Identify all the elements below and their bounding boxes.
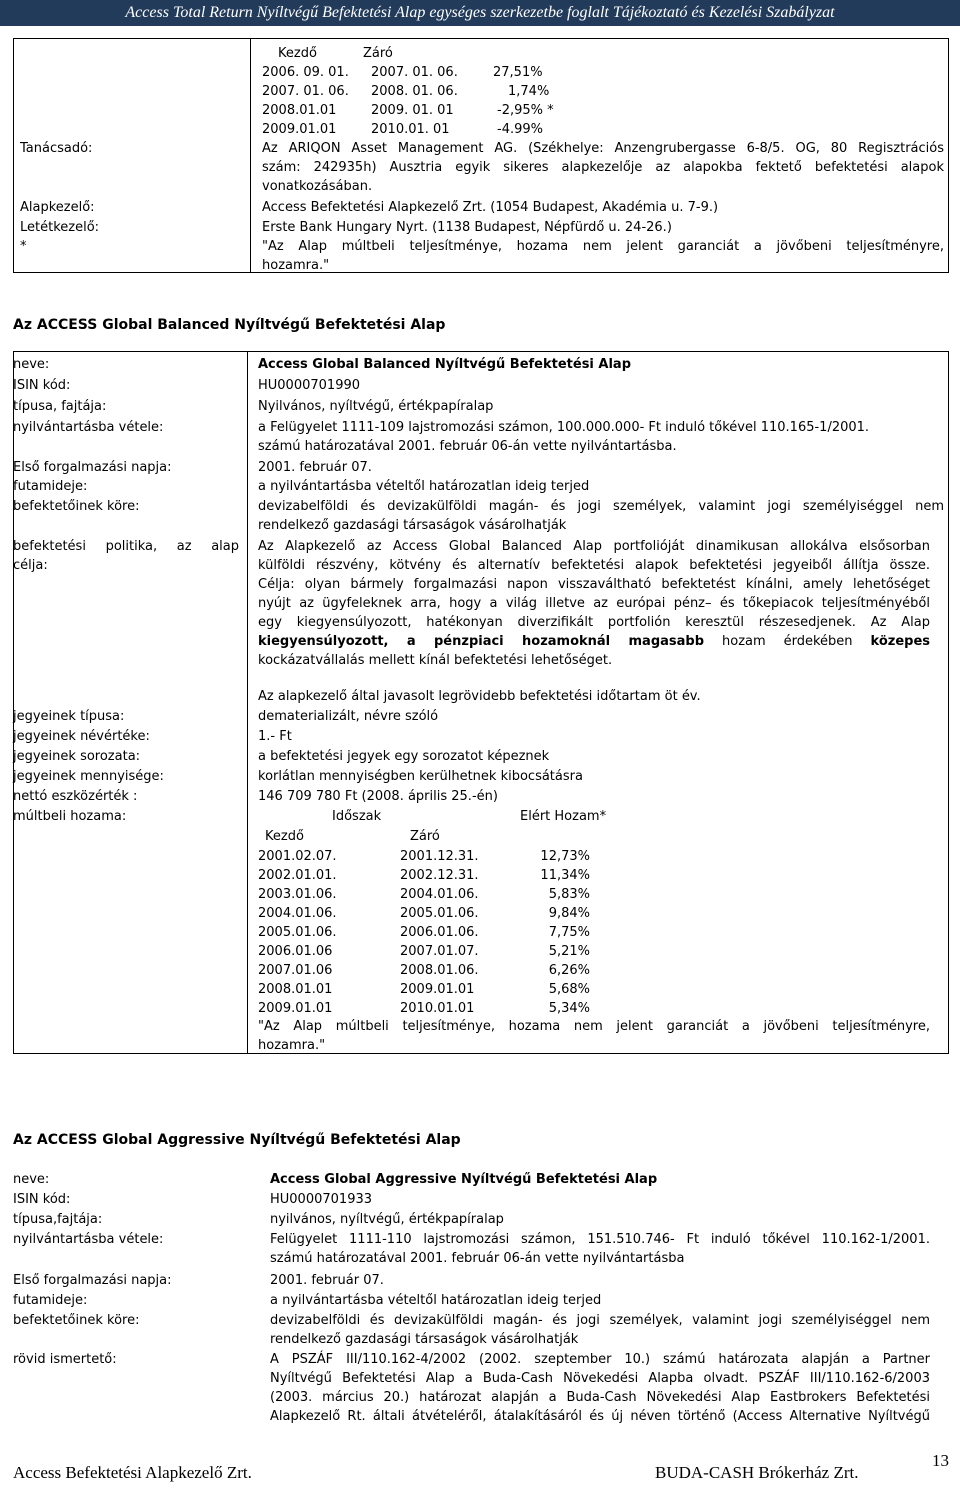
past-end: 2006.01.06. — [400, 925, 479, 940]
advisor-text: Az ARIQON Asset Management AG. (Székhelye: Anzengrubergasse 6-8/5. OG, 80 Regisztrációs szám: 242935h) Ausztria egyik sikeres alapkezelője az alapokba fektető befektetési alapok vonatkozásában. — [262, 141, 944, 194]
units-type-value: dematerializált, névre szóló — [258, 709, 439, 724]
past-value: 9,84% — [548, 906, 590, 921]
policy-label: befektetési politika, az alap célja: — [13, 539, 239, 573]
name-label: neve: — [13, 357, 50, 372]
past-head-period: Időszak — [332, 809, 382, 824]
advisor-label: Tanácsadó: — [20, 141, 93, 156]
term-value: a nyilvántartásba vételtől határozatlan ideig terjed — [270, 1293, 602, 1308]
units-type-label: jegyeinek típusa: — [13, 709, 125, 724]
footnote-text: "Az Alap múltbeli teljesítménye, hozama nem jelent garanciát a jövőbeni teljesítményre, hozamra." — [262, 239, 944, 273]
past-value: 5,83% — [548, 887, 590, 902]
registration-value: a Felügyelet 1111-109 lajstromozási számon, 100.000.000- Ft induló tőkével 110.165-1/2001. számú határozatával 2001. február 06-án vette nyilvántartásba. — [258, 420, 870, 454]
nav-value: 146 709 780 Ft (2008. április 25.-én) — [258, 789, 498, 804]
summary-label: rövid ismertető: — [13, 1352, 117, 1367]
name-label: neve: — [13, 1172, 50, 1187]
isin-value: HU0000701990 — [258, 378, 361, 393]
past-end: 2005.01.06. — [400, 906, 479, 921]
return-value: -4.99% — [497, 122, 543, 137]
nominal-value: 1.- Ft — [258, 729, 292, 744]
return-end: 2008. 01. 06. — [371, 84, 458, 99]
balanced-section-title: Az ACCESS Global Balanced Nyíltvégű Befektetési Alap — [13, 317, 446, 333]
summary-text: A PSZÁF III/110.162-4/2002 (2002. szeptember 10.) számú határozata alapján a Partner Nyíltvégű Befektetési Alap a Buda-Cash Növekedési Alapba olvadt. PSZÁF III/110.162-6/2003 (2003. március 20.) határozat alapján a Buda-Cash Növekedési Alap Eastbrokers Befektetési Alapkezelő Rt. általi átvételéről, átalakításáról és új néven történő (Access Alternative Nyíltvégű — [270, 1352, 930, 1424]
balanced-disclaimer: "Az Alap múltbeli teljesítménye, hozama nem jelent garanciát a jövőbeni teljesítményre, hozamra." — [258, 1019, 930, 1053]
custodian-value: Erste Bank Hungary Nyrt. (1138 Budapest, Népfürdő u. 24-26.) — [262, 220, 672, 235]
past-value: 5,68% — [548, 982, 590, 997]
quantity-label: jegyeinek mennyisége: — [13, 769, 164, 784]
return-value: 1,74% — [508, 84, 550, 99]
past-head-yield: Elért Hozam* — [520, 809, 607, 824]
footer-right: BUDA-CASH Brókerház Zrt. — [655, 1463, 859, 1482]
past-value: 12,73% — [540, 849, 590, 864]
return-end: 2009. 01. 01 — [371, 103, 454, 118]
nav-label: nettó eszközérték : — [13, 789, 138, 804]
past-end: 2008.01.06. — [400, 963, 479, 978]
registration-value: Felügyelet 1111-110 lajstromozási számon, 151.510.746- Ft induló tőkével 110.162-1/2001. számú határozatával 2001. február 06-án vette nyilvántartásba — [270, 1232, 930, 1266]
return-end: 2010.01. 01 — [371, 122, 450, 137]
investors-label: befektetőinek köre: — [13, 1313, 140, 1328]
investors-value: devizabelföldi és devizakülföldi magán- és jogi személyek, valamint jogi személyiséggel nem rendelkező gazdasági társaságok vásárolhatják — [258, 499, 944, 533]
footnote-marker: * — [20, 239, 27, 254]
type-value: nyilvános, nyíltvégű, értékpapíralap — [270, 1212, 504, 1227]
returns-head-start: Kezdő — [278, 46, 317, 61]
policy-emphasis-line: kiegyensúlyozott, a pénzpiaci hozamoknál magasabb hozam érdekében közepes — [258, 634, 931, 649]
page-number: 13 — [932, 1451, 949, 1470]
isin-label: ISIN kód: — [13, 1192, 71, 1207]
return-start: 2009.01.01 — [262, 122, 337, 137]
aggressive-section-title: Az ACCESS Global Aggressive Nyíltvégű Befektetési Alap — [13, 1132, 461, 1148]
past-start: 2005.01.06. — [258, 925, 337, 940]
fund-manager-label: Alapkezelő: — [20, 200, 95, 215]
document-header: Access Total Return Nyíltvégű Befektetési Alap egységes szerkezetbe foglalt Tájékoztató és Kezelési Szabályzat — [0, 0, 960, 26]
balanced-table-divider — [247, 351, 248, 1054]
past-value: 6,26% — [548, 963, 590, 978]
past-start: 2002.01.01. — [258, 868, 337, 883]
past-end: 2009.01.01 — [400, 982, 475, 997]
horizon-text: Az alapkezelő által javasolt legrövidebb befektetési időtartam öt év. — [258, 689, 701, 704]
term-label: futamideje: — [13, 1293, 88, 1308]
past-start: 2009.01.01 — [258, 1001, 333, 1016]
past-start: 2004.01.06. — [258, 906, 337, 921]
nominal-label: jegyeinek névértéke: — [13, 729, 150, 744]
first-trade-value: 2001. február 07. — [258, 460, 372, 475]
returns-head-end: Záró — [363, 46, 393, 61]
custodian-label: Letétkezelő: — [20, 220, 100, 235]
top-table-divider — [250, 38, 251, 273]
fund-name: Access Global Balanced Nyíltvégű Befektetési Alap — [258, 357, 632, 372]
type-label: típusa, fajtája: — [13, 399, 107, 414]
past-value: 7,75% — [548, 925, 590, 940]
registration-label: nyilvántartásba vétele: — [13, 1232, 164, 1247]
past-head-start: Kezdő — [265, 829, 304, 844]
registration-label: nyilvántartásba vétele: — [13, 420, 164, 435]
type-value: Nyilvános, nyíltvégű, értékpapíralap — [258, 399, 494, 414]
past-value: 11,34% — [540, 868, 590, 883]
past-end: 2004.01.06. — [400, 887, 479, 902]
past-end: 2002.12.31. — [400, 868, 479, 883]
return-value: 27,51% — [493, 65, 543, 80]
past-head-end: Záró — [410, 829, 440, 844]
first-trade-label: Első forgalmazási napja: — [13, 460, 172, 475]
return-start: 2006. 09. 01. — [262, 65, 349, 80]
return-start: 2008.01.01 — [262, 103, 337, 118]
return-value: -2,95% * — [497, 103, 554, 118]
past-value: 5,34% — [548, 1001, 590, 1016]
series-value: a befektetési jegyek egy sorozatot képeznek — [258, 749, 550, 764]
past-end: 2010.01.01 — [400, 1001, 475, 1016]
term-label: futamideje: — [13, 479, 88, 494]
past-start: 2008.01.01 — [258, 982, 333, 997]
fund-manager-value: Access Befektetési Alapkezelő Zrt. (1054 Budapest, Akadémia u. 7-9.) — [262, 200, 719, 215]
past-end: 2007.01.07. — [400, 944, 479, 959]
policy-text: Az Alapkezelő az Access Global Balanced Alap portfolióját dinamikusan allokálva elsősorban külföldi részvény, kötvény és alternatív befektetési alapok befektetési jegyeiből állítja össze. Célja: olyan bármely forgalmazási napon visszaváltható befektetést kínálni, amely lehetőséget nyújt az ügyfeleknek arra, hogy a világ illetve az európai pénz– és tőkepiacok teljesítményéből egy kiegyensúlyozott, hatékonyan diverzifikált portfolión keresztül részesedjenek. Az Alap kiegyensúlyozott, a pénzpiaci hozamoknál magasabb hozam érdekében közepes kockázatvállalás mellett kínál befektetési lehetőséget. — [258, 539, 931, 668]
past-start: 2006.01.06 — [258, 944, 333, 959]
past-start: 2001.02.07. — [258, 849, 337, 864]
footer-left: Access Befektetési Alapkezelő Zrt. — [13, 1463, 252, 1482]
return-start: 2007. 01. 06. — [262, 84, 349, 99]
past-end: 2001.12.31. — [400, 849, 479, 864]
type-label: típusa,fajtája: — [13, 1212, 103, 1227]
first-trade-value: 2001. február 07. — [270, 1273, 384, 1288]
first-trade-label: Első forgalmazási napja: — [13, 1273, 172, 1288]
isin-value: HU0000701933 — [270, 1192, 373, 1207]
term-value: a nyilvántartásba vételtől határozatlan ideig terjed — [258, 479, 590, 494]
return-end: 2007. 01. 06. — [371, 65, 458, 80]
past-value: 5,21% — [548, 944, 590, 959]
quantity-value: korlátlan mennyiségben kerülhetnek kibocsátásra — [258, 769, 583, 784]
fund-name: Access Global Aggressive Nyíltvégű Befektetési Alap — [270, 1172, 658, 1187]
past-start: 2007.01.06 — [258, 963, 333, 978]
investors-label: befektetőinek köre: — [13, 499, 140, 514]
investors-value: devizabelföldi és devizakülföldi magán- és jogi személyek, valamint jogi személyiséggel nem rendelkező gazdasági társaságok vásárolhatják — [270, 1313, 930, 1347]
isin-label: ISIN kód: — [13, 378, 71, 393]
series-label: jegyeinek sorozata: — [13, 749, 141, 764]
past-start: 2003.01.06. — [258, 887, 337, 902]
past-yield-label: múltbeli hozama: — [13, 809, 127, 824]
